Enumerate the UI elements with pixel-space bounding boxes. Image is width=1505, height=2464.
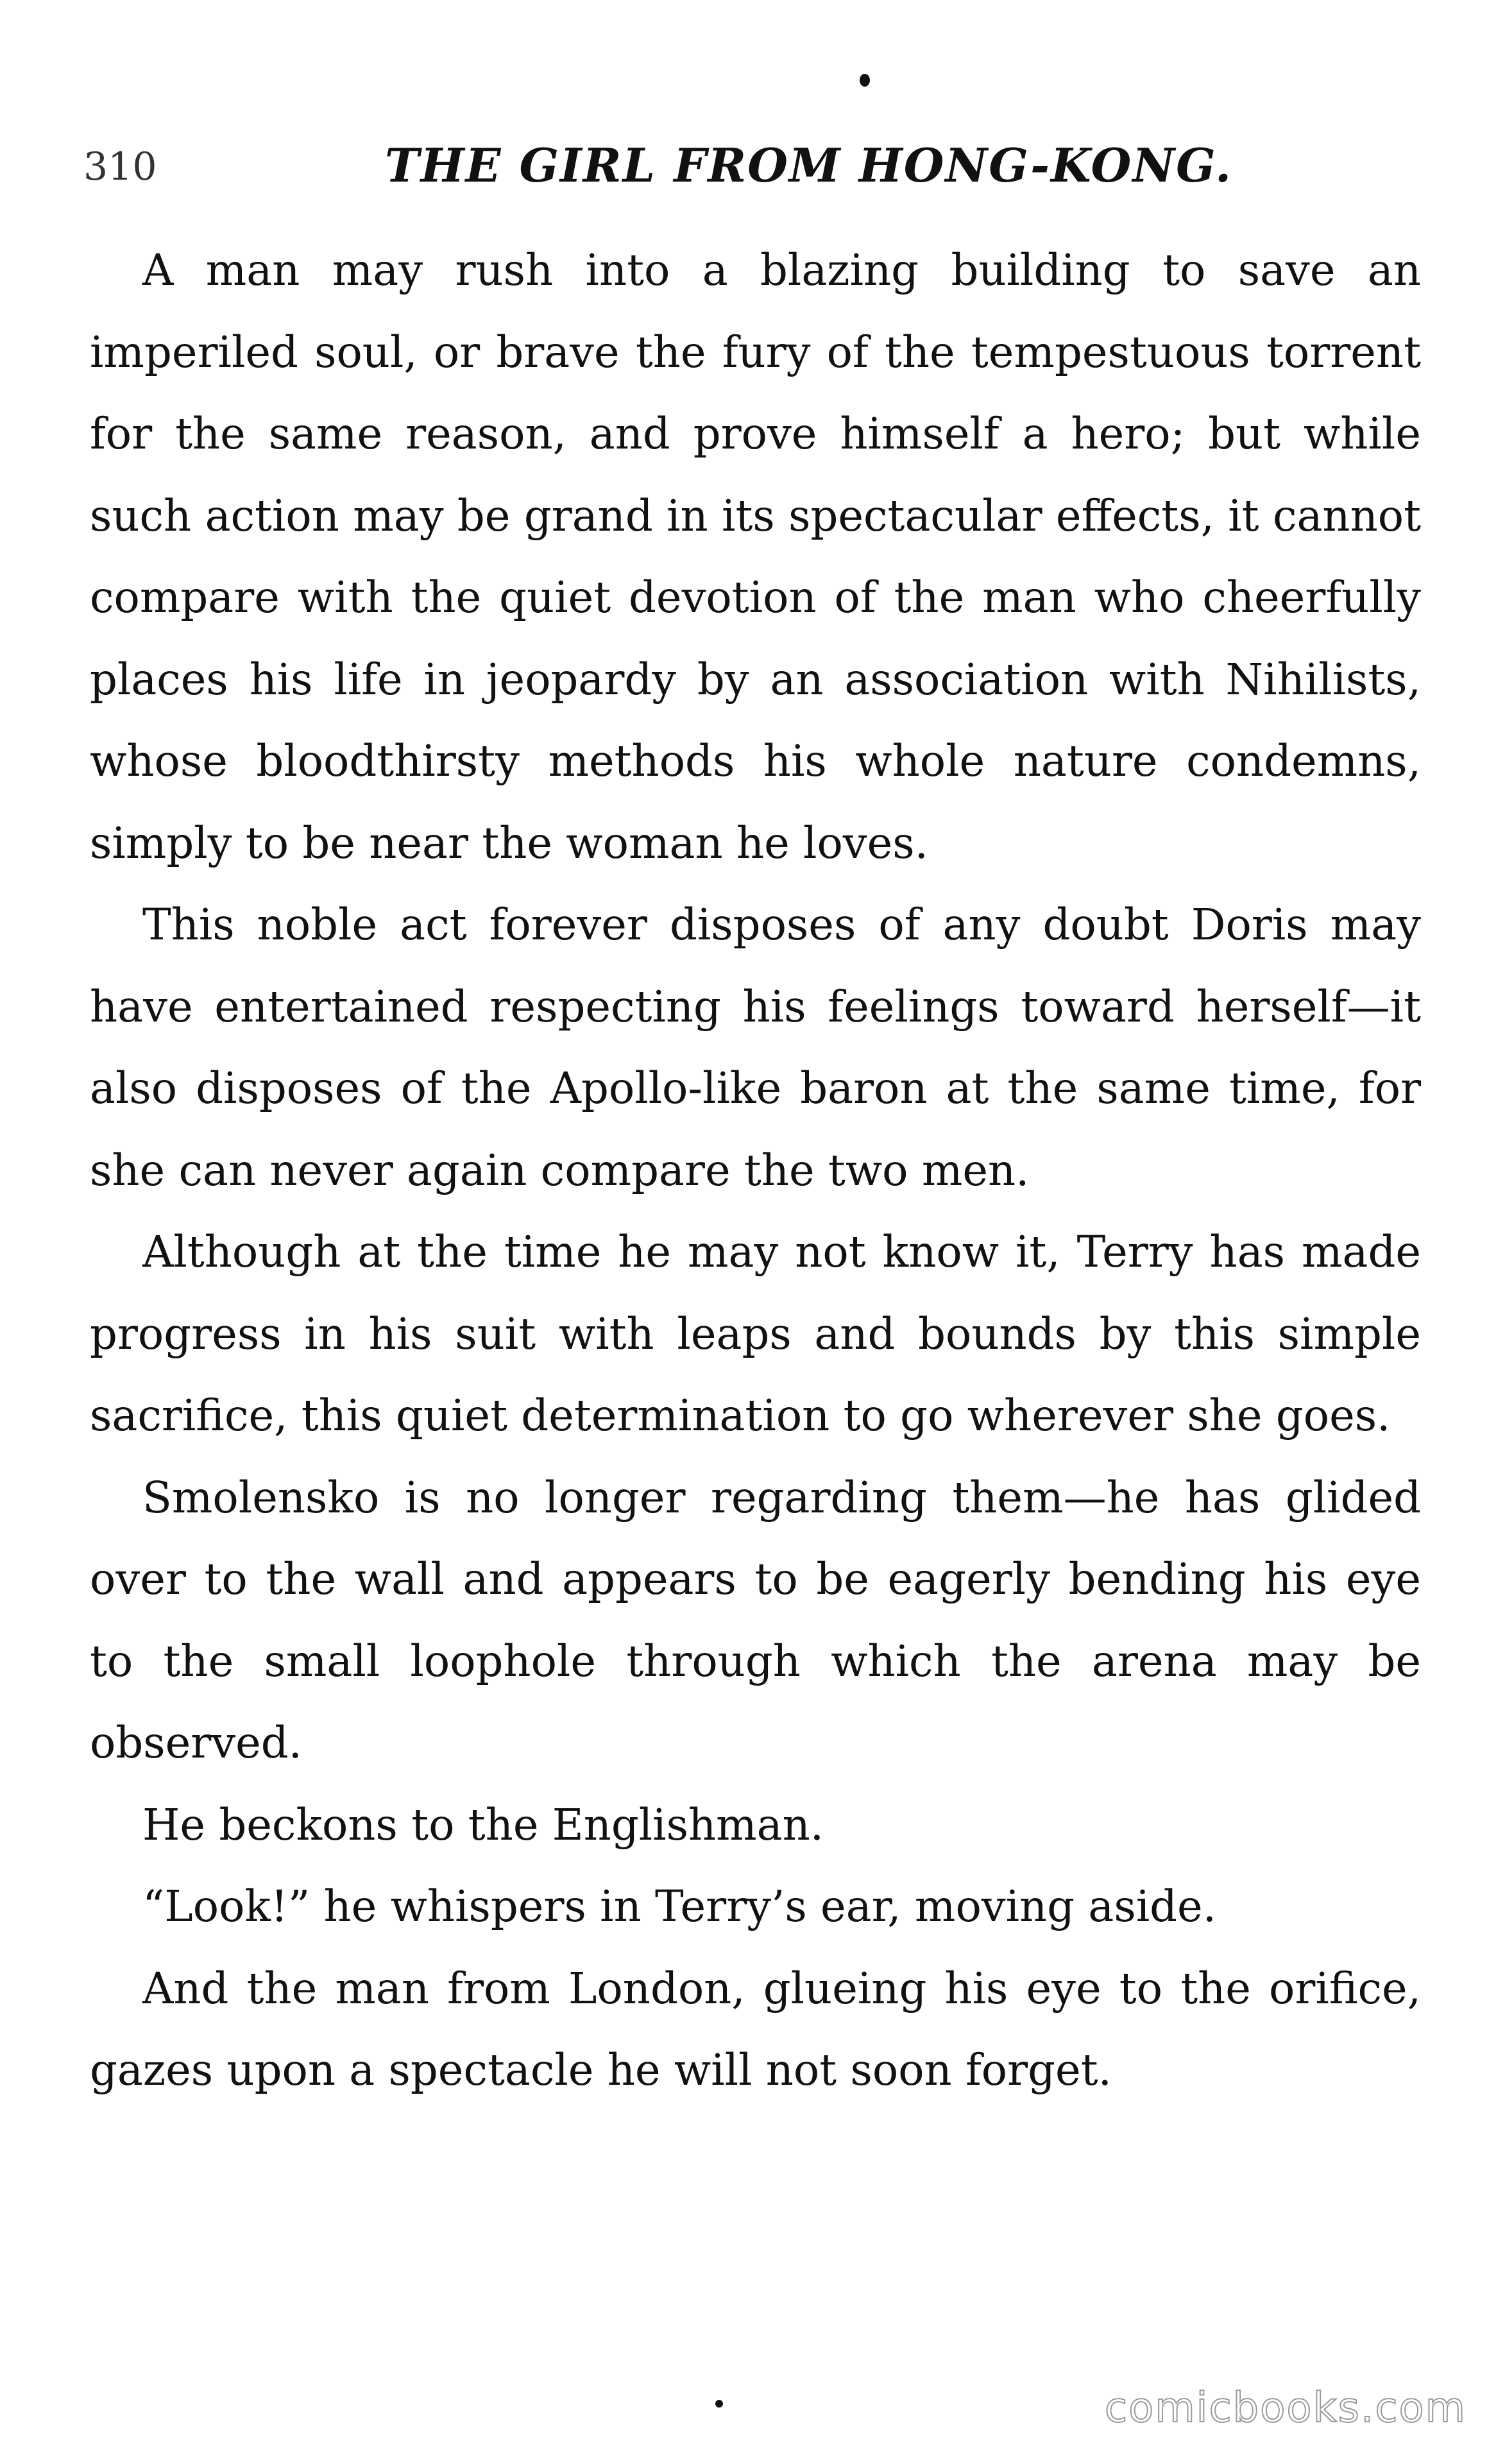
paragraph: Although at the time he may not know it, Terry has made progress in his suit with leaps and bounds by this simple sacrifice, this quiet determination to go wherever she goes. xyxy=(90,1227,1421,1441)
paragraph: This noble act forever disposes of any doubt Doris may have entertained respecting his feelings toward herself—it also disposes of the Apollo-like baron at the same time, for she can never again compare the two men. xyxy=(90,900,1421,1195)
paragraph: “Look!” he whispers in Terry’s ear, moving aside. xyxy=(142,1881,1216,1931)
paragraph: Smolensko is no longer regarding them—he has glided over to the wall and appears to be eagerly bending his eye to the small loophole through which the arena may be observed. xyxy=(90,1472,1421,1768)
page-number: 310 xyxy=(83,144,157,189)
ink-speck xyxy=(715,2400,723,2408)
running-title: THE GIRL FROM HONG-KONG. xyxy=(385,138,1233,193)
paragraph: A man may rush into a blazing building to save an imperiled soul, or brave the fury of the tempestuous torrent for the same reason, and prove himself a hero; but while such action may be grand in its spectacular effects, it cannot compare with the quiet devotion of the man who cheerfully places his life in jeopardy by an association with Nihilists, whose bloodthirsty methods his whole nature condemns, simply to be near the woman he loves. xyxy=(90,245,1421,868)
page-header xyxy=(83,138,1424,196)
ink-speck xyxy=(860,74,870,87)
body-text xyxy=(90,230,1421,2112)
paragraph: He beckons to the Englishman. xyxy=(142,1799,824,1850)
paragraph: And the man from London, glueing his eye to the orifice, gazes upon a spectacle he will not soon forget. xyxy=(90,1963,1421,2095)
watermark: comicbooks.com xyxy=(1104,2384,1467,2432)
